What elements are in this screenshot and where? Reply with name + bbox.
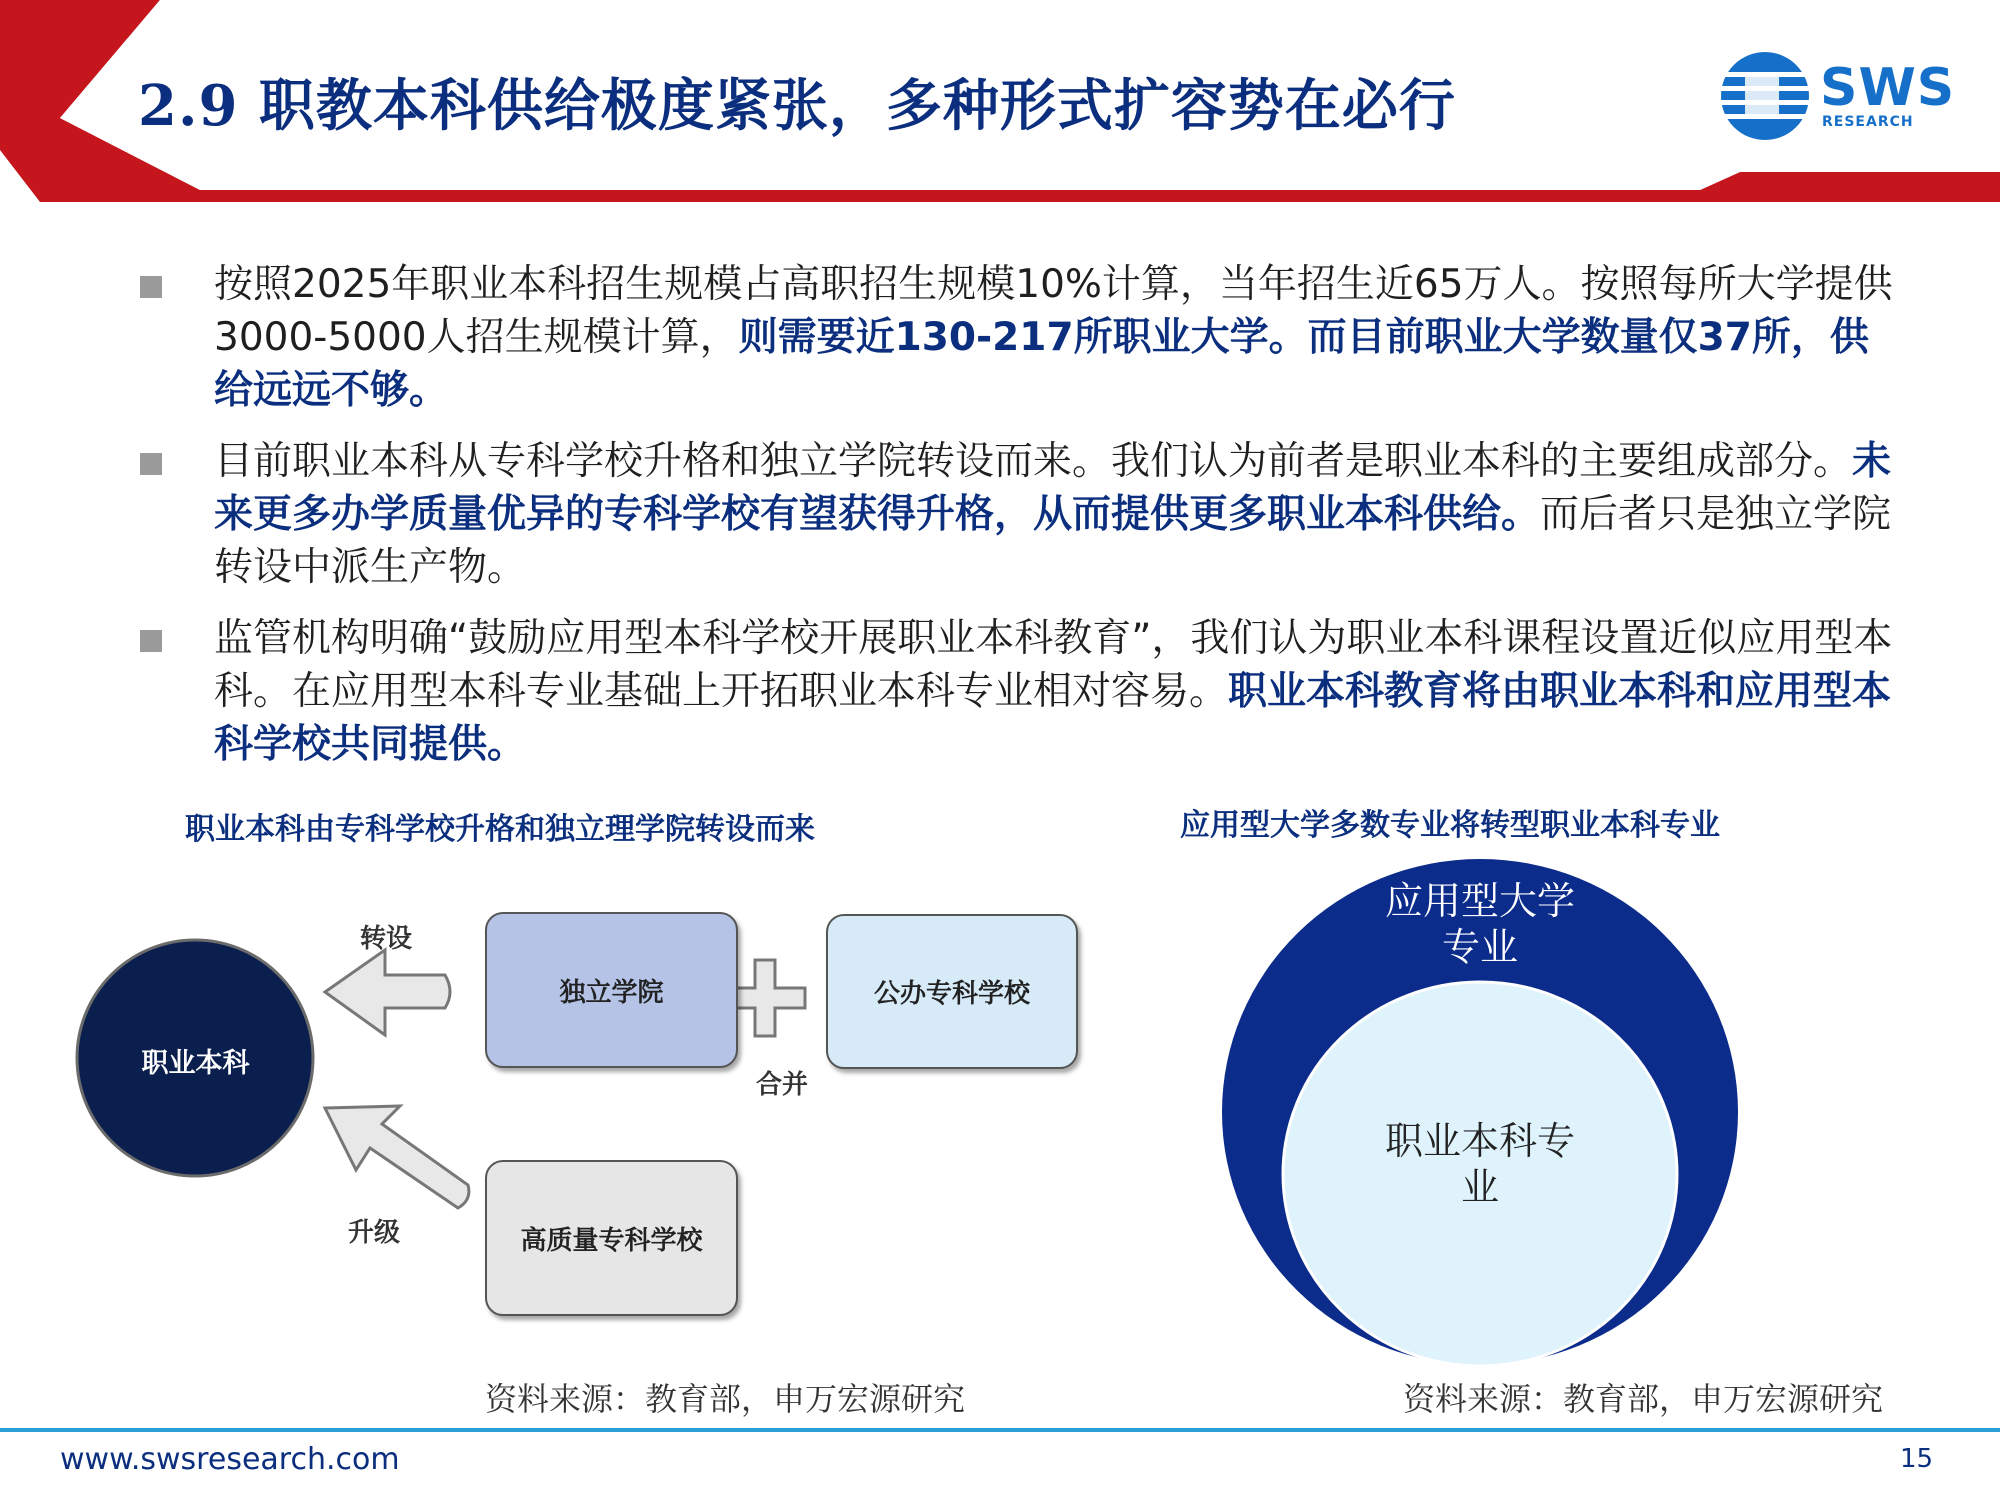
footer-divider [0,1428,2000,1432]
upgrade-arrow-icon [325,1106,469,1208]
left-diagram-title: 职业本科由专科学校升格和独立理学院转设而来 [185,812,815,847]
logo-text: SWS [1820,58,1956,118]
bullet-text [214,612,1894,771]
inner-label-line-1: 职业本科专 [1384,1119,1575,1163]
independent-college-box: 独立学院 [485,912,738,1068]
logo-subtext: RESEARCH [1822,114,1914,130]
square-bullet-icon [140,453,162,475]
square-bullet-icon [140,630,162,652]
outer-label-line-2: 专业 [1441,925,1518,969]
bullet-item-3 [140,612,1900,772]
bullet-bold-text: 则需要近130-217所职业大学。而目前职业大学数量仅37所，供给远远不够。 [214,315,1869,413]
bullet-plain-text: 而后者只是独立学院转设中派生产物。 [214,492,1892,590]
footer-url-link[interactable]: www.swsresearch.com [60,1442,400,1477]
bullet-text [214,258,1894,417]
bullet-bold-text: 未来更多办学质量优异的专科学校有望获得升格，从而提供更多职业本科供给。 [214,439,1892,537]
page-title: 2.9 职教本科供给极度紧张，多种形式扩容势在必行 [138,73,1456,139]
merge-label: 合并 [756,1070,809,1100]
bullet-item-2 [140,435,1900,595]
outer-label-line-1: 应用型大学 [1384,879,1575,923]
circle-label: 职业本科 [141,1048,250,1079]
right-source-note: 资料来源：教育部，申万宏源研究 [1403,1380,1884,1418]
bullet-bold-text: 职业本科教育将由职业本科和应用型本科学校共同提供。 [214,669,1892,767]
quality-college-box: 高质量专科学校 [485,1160,738,1316]
left-source-note: 资料来源：教育部，申万宏源研究 [485,1380,966,1418]
outer-circle-label [1330,878,1630,970]
inner-circle-label [1330,1118,1630,1210]
page-number: 15 [1900,1444,1934,1474]
transfer-label: 转设 [360,924,413,954]
square-bullet-icon [140,276,162,298]
right-diagram-title: 应用型大学多数专业将转型职业本科专业 [1180,808,1720,843]
transfer-arrow-icon [325,950,450,1035]
bullet-text [214,435,1894,594]
bullet-item-1 [140,258,1900,418]
bullet-plain-text: 按照2025年职业本科招生规模占高职招生规模10%计算，当年招生近65万人。按照每所大学提供3000-5000人招生规模计算， [214,262,1893,360]
public-college-box: 公办专科学校 [826,914,1078,1069]
inner-label-line-2: 业 [1460,1165,1499,1209]
upgrade-label: 升级 [348,1218,401,1248]
bullet-plain-text: 监管机构明确“鼓励应用型本科学校开展职业本科教育”，我们认为职业本科课程设置近似应用型本科。在应用型本科专业基础上开拓职业本科专业相对容易。 [214,616,1893,714]
bullet-plain-text: 目前职业本科从专科学校升格和独立学院转设而来。我们认为前者是职业本科的主要组成部分。 [214,439,1853,484]
